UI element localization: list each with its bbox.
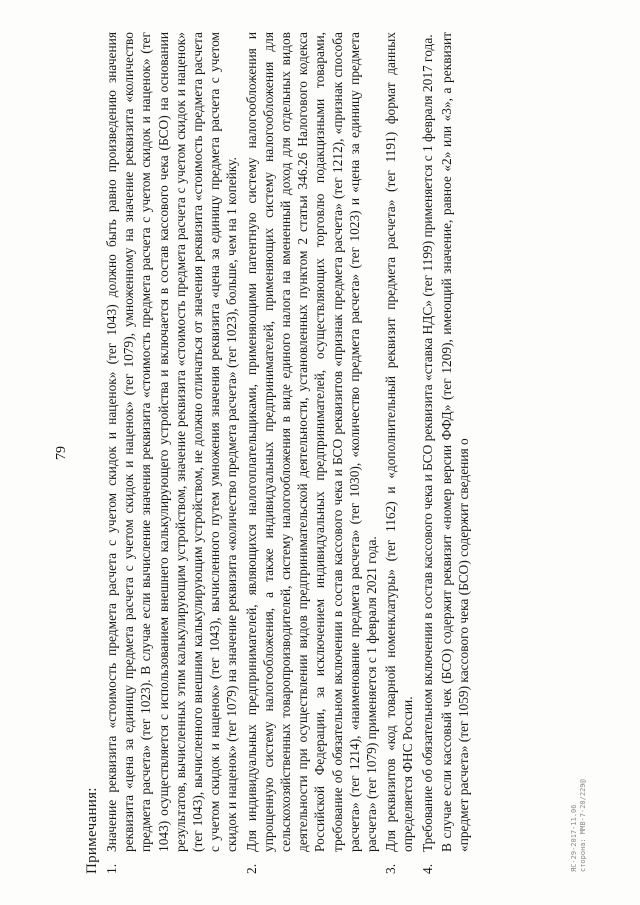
note-text: Для реквизитов «код товарной номенклатуры» (тег 1162) и «дополнительный реквизит предмета расчета» (тег 1191) формат данных определяется ФНС России. — [383, 31, 416, 852]
note-number: 4. — [419, 863, 435, 874]
document-stamp — [570, 779, 588, 872]
trailing-paragraph: В случае если кассовый чек (БСО) содержит реквизит «номер версии ФФД» (тег 1209), имеющий значение, равное «2» или «3», а реквизит «предмет расчета» (тег 1059) кассового чека (БСО) содержит сведения о — [438, 31, 472, 852]
note-item — [243, 32, 381, 874]
note-item — [103, 32, 241, 874]
stamp-line: ЯС-29-2017-11.06 — [570, 804, 578, 872]
note-text: Значение реквизита «стоимость предмета расчета с учетом скидок и наценок» (тег 1043) должно быть равно произведению значения реквизита «цена за единицу предмета расчета с учетом скидок и наценок» (тег 1079), умноженному на значение реквизита «количество предмета расчета» (тег 1023). В случае если вычисление значения реквизита «стоимость предмета расчета с учетом скидок и наценок» (тег 1043) осуществляется с использованием внешнего калькулирующего устройства и включается в состав кассового чека (БСО) на основании результатов, вычисленных этим калькулирующим устройством, значение реквизита «стоимость предмета расчета с учетом скидок и наценок» (тег 1043), вычисленного внешним калькулирующим устройством, не должно отличаться от значения реквизита «стоимость предмета расчета с учетом скидок и наценок» (тег 1043), вычисленного путем умножения значения реквизита «цена за единицу предмета расчета с учетом скидок и наценок» (тег 1079) на значение реквизита «количество предмета расчета» (тег 1023), больше, чем на 1 копейку. — [104, 31, 240, 852]
note-item — [382, 32, 416, 874]
notes-heading: Примечания: — [84, 786, 100, 874]
note-number: 1. — [104, 863, 119, 874]
note-item — [419, 32, 436, 874]
rotated-content — [50, 28, 590, 878]
note-number: 2. — [243, 863, 259, 874]
note-text: Требование об обязательном включении в состав кассового чека и БСО реквизита «ставка НДС» (тег 1199) применяется с 1 февраля 2017 года. — [419, 33, 435, 852]
page-number: 79 — [54, 445, 69, 460]
stamp-line: сторона: ММВ-7-20/229@ — [579, 778, 587, 872]
note-text: Для индивидуальных предпринимателей, являющихся налогоплательщиками, применяющими патентную систему налогообложения и упрощенную систему налогообложения, а также индивидуальных предпринимателей, применяющих систему налогообложения для сельскохозяйственных товаропроизводителей, систему налогообложения в виде единого налога на вмененный доход для отдельных видов деятельности при осуществлении видов предпринимательской деятельности, установленных пунктом 2 статьи 346.26 Налогового кодекса Российской Федерации, за исключением индивидуальных предпринимателей, осуществляющих торговлю подакцизными товарами, требование об обязательном включении в состав кассового чека и БСО реквизитов «признак предмета расчета» (тег 1212), «признак способа расчета» (тег 1214), «наименование предмета расчета» (тег 1030), «количество предмета расчета» (тег 1023) и «цена за единицу предмета расчета» (тег 1079) применяется с 1 февраля 2021 года. — [243, 31, 380, 852]
note-number: 3. — [383, 863, 399, 874]
